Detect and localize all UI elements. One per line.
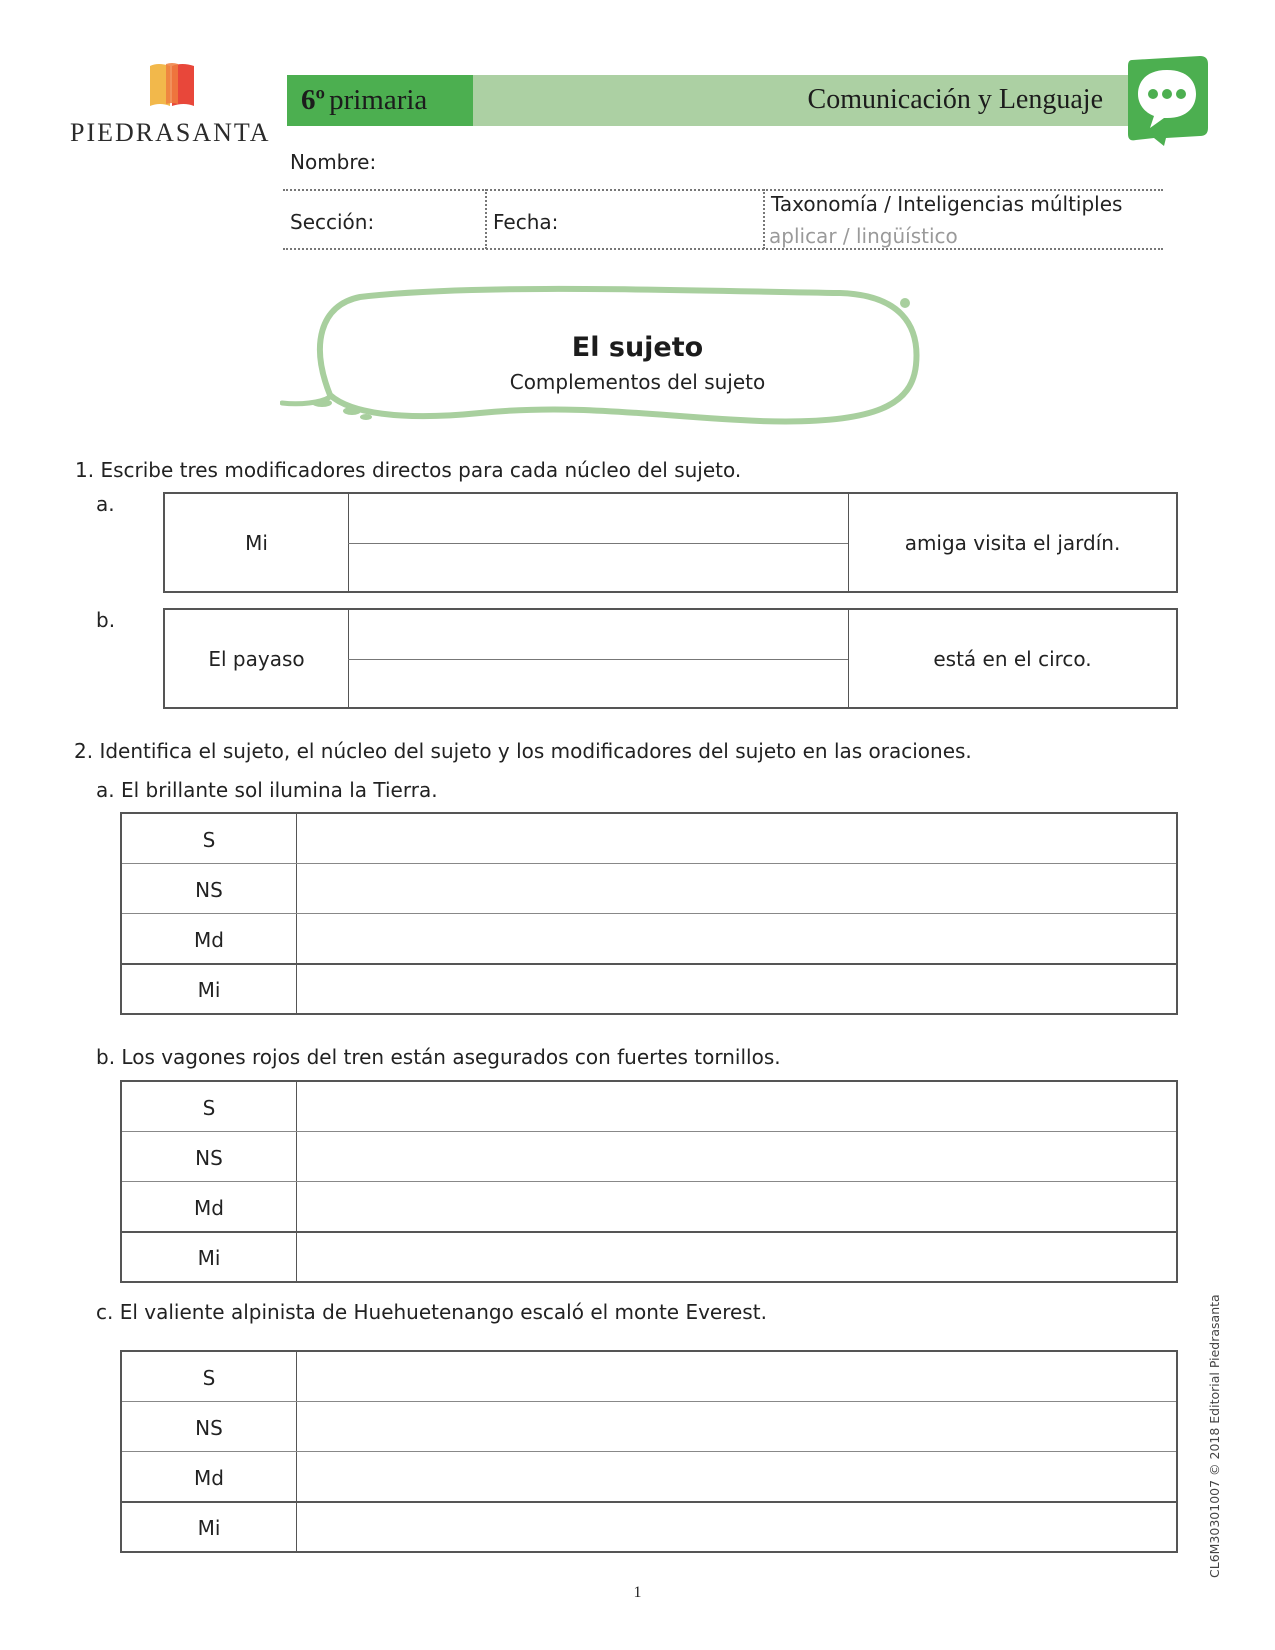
row-label: NS <box>122 1132 297 1183</box>
row-divider <box>348 543 848 544</box>
analysis-table <box>120 812 1178 1015</box>
table-row[interactable] <box>122 1352 1176 1403</box>
divider-vertical <box>763 189 765 249</box>
table-row[interactable] <box>122 814 1176 865</box>
table-row[interactable] <box>122 914 1176 965</box>
analysis-table <box>120 1080 1178 1283</box>
seccion-field[interactable] <box>375 203 480 241</box>
seccion-label: Sección: <box>290 210 375 234</box>
row-label: Md <box>122 1182 297 1233</box>
brand-logo-text: PIEDRASANTA <box>70 118 271 147</box>
row-label: Md <box>122 1452 297 1503</box>
row-label: NS <box>122 1402 297 1453</box>
taxonomy-value: aplicar / lingüístico <box>769 224 958 248</box>
title-bubble-decoration <box>280 285 940 445</box>
table-row[interactable] <box>122 1452 1176 1503</box>
table-row[interactable] <box>122 1402 1176 1453</box>
divider-bottom <box>283 248 1163 250</box>
chat-bubble-icon <box>1124 54 1210 148</box>
table-row[interactable] <box>122 1232 1176 1283</box>
book-logo-icon <box>148 62 196 112</box>
row-label: S <box>122 1082 297 1133</box>
publisher-code: CL6M3030100​7 © 2018 Editorial Piedrasanta <box>1207 1294 1222 1578</box>
item-letter: a. <box>96 492 115 516</box>
row-label: S <box>122 814 297 865</box>
page-number: 1 <box>633 1584 642 1601</box>
worksheet-title: El sujeto <box>571 332 704 363</box>
grade-number: 6º <box>301 84 326 116</box>
question-2-prompt: 2. Identifica el sujeto, el núcleo del sujeto y los modificadores del sujeto en las oraciones. <box>74 739 972 763</box>
subject-start: El payaso <box>165 610 349 707</box>
subject-end: está en el circo. <box>933 646 1092 671</box>
table-row[interactable] <box>122 864 1176 915</box>
taxonomy-label: Taxonomía / Inteligencias múltiples <box>771 192 1123 216</box>
subject-end: amiga visita el jardín. <box>904 530 1121 555</box>
table-row[interactable] <box>122 1132 1176 1183</box>
sentence-a: a. El brillante sol ilumina la Tierra. <box>96 778 438 802</box>
answer-cell[interactable] <box>348 494 849 591</box>
subject-title: Comunicación y Lenguaje <box>807 84 1103 115</box>
divider-top <box>283 189 1163 191</box>
modifier-table <box>163 608 1178 709</box>
subject-start: Mi <box>165 494 349 591</box>
sentence-c: c. El valiente alpinista de Huehuetenango escaló el monte Everest. <box>96 1300 767 1324</box>
row-label: S <box>122 1352 297 1403</box>
modifier-table <box>163 492 1178 593</box>
nombre-field[interactable] <box>385 150 1165 180</box>
answer-cell[interactable] <box>348 610 849 707</box>
row-label: Mi <box>122 1232 297 1283</box>
fecha-field[interactable] <box>558 203 758 241</box>
grade-badge <box>287 75 473 126</box>
row-divider <box>348 659 848 660</box>
nombre-label: Nombre: <box>290 150 377 174</box>
question-1-prompt: 1. Escribe tres modificadores directos para cada núcleo del sujeto. <box>75 458 742 482</box>
table-row[interactable] <box>122 1082 1176 1133</box>
table-row[interactable] <box>122 964 1176 1015</box>
table-row[interactable] <box>122 1182 1176 1233</box>
item-letter: b. <box>96 608 116 632</box>
worksheet-subtitle: Complementos del sujeto <box>509 370 766 394</box>
sentence-b: b. Los vagones rojos del tren están asegurados con fuertes tornillos. <box>96 1045 781 1069</box>
row-label: Mi <box>122 1502 297 1553</box>
row-label: Md <box>122 914 297 965</box>
table-row[interactable] <box>122 1502 1176 1553</box>
divider-vertical <box>485 189 487 249</box>
row-label: Mi <box>122 964 297 1015</box>
row-label: NS <box>122 864 297 915</box>
fecha-label: Fecha: <box>493 210 559 234</box>
analysis-table <box>120 1350 1178 1553</box>
grade-label: primaria <box>329 84 428 116</box>
